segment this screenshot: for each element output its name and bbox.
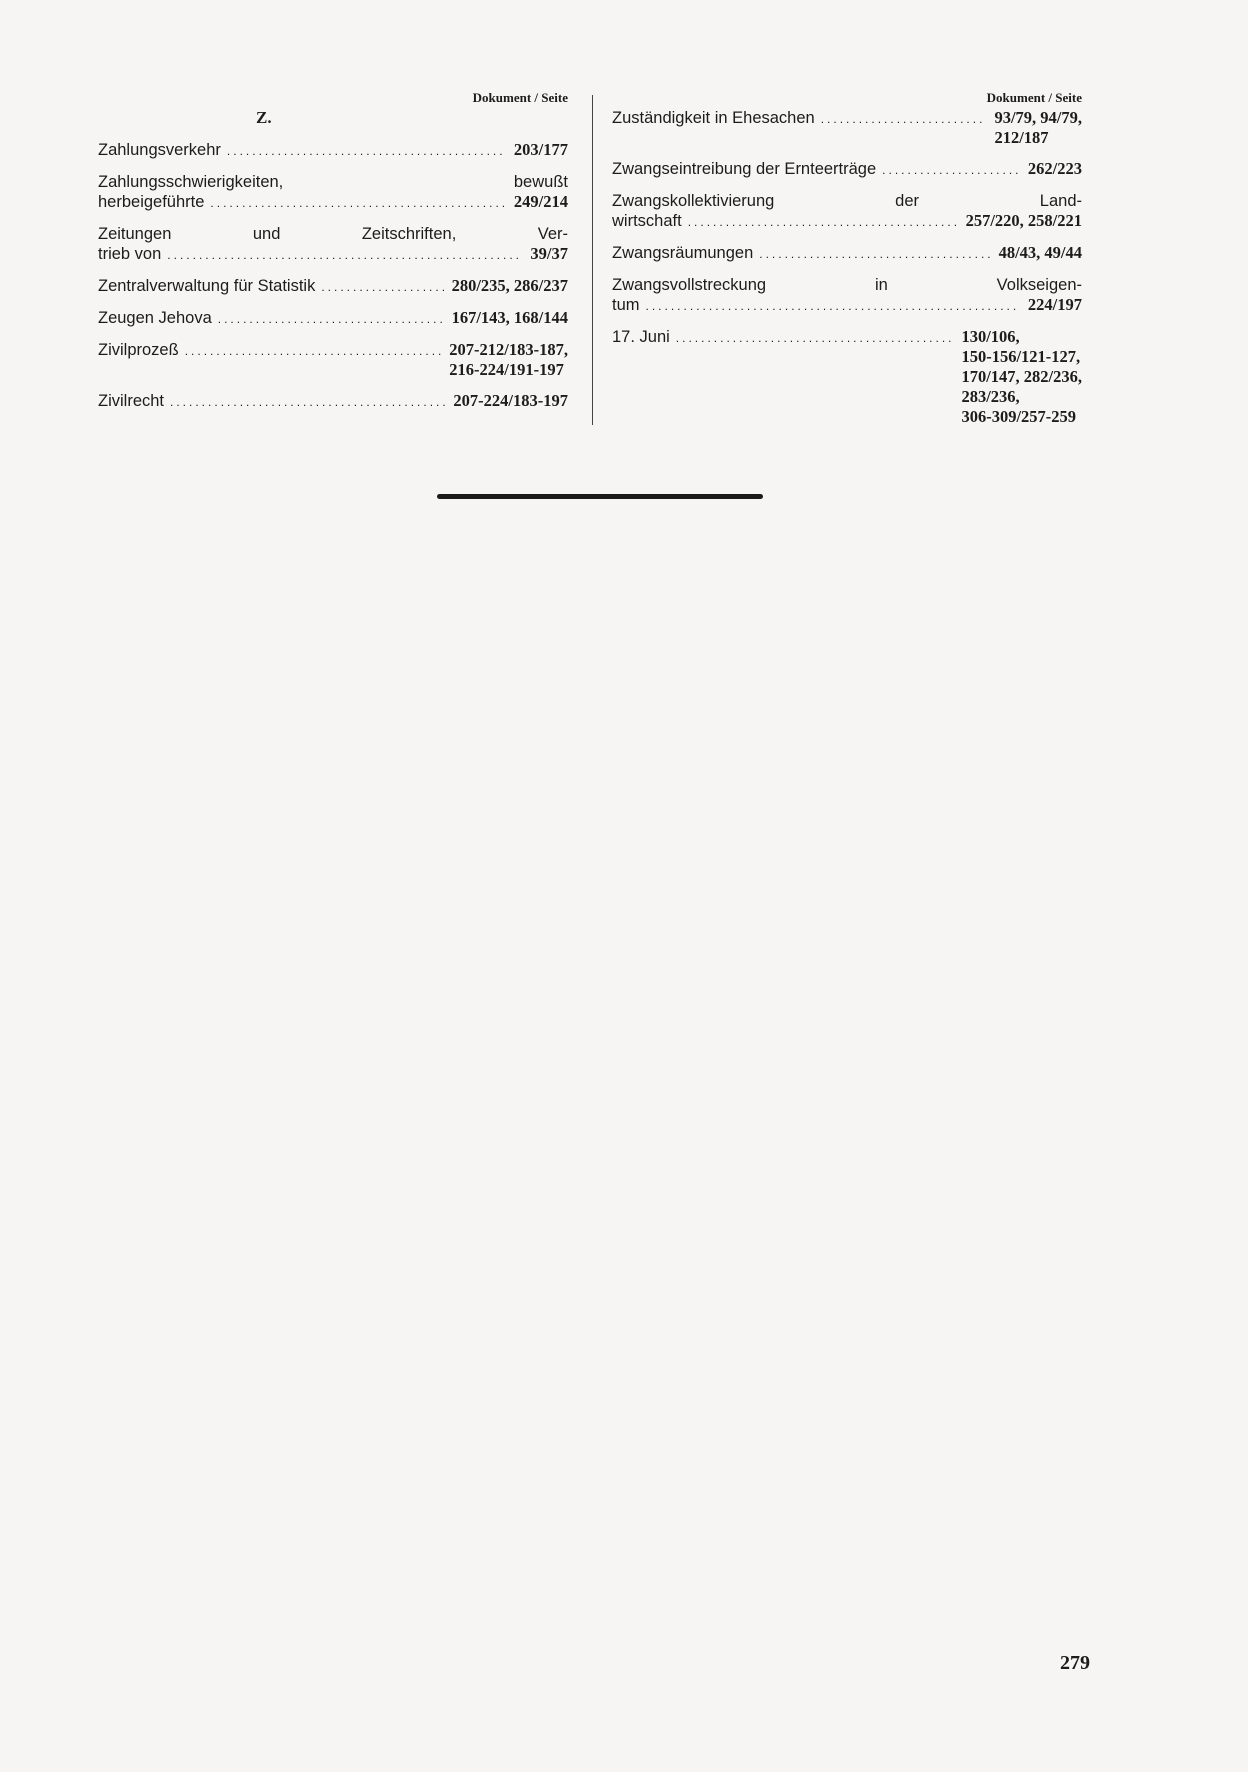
entry-last-line [98,192,568,213]
entry-last-line [612,295,1082,316]
entry-last-line [612,211,1082,232]
entry-last-line [612,243,1082,264]
entry-term-line: Zeitungen und Zeitschriften, Ver- [98,225,568,243]
entry-term: Zentralverwaltung für Statistik [98,277,316,295]
entry-term: 17. Juni [612,328,670,346]
dot-leader [218,309,444,329]
entry-pages [452,276,568,296]
left-entries [98,140,568,412]
entry-last-line [98,140,568,161]
column-header-right: Dokument / Seite [986,90,1082,105]
entry-page-ref: 249/214 [513,192,568,211]
entry-page-ref: 207-212/183-187, [449,340,568,359]
entry-page-ref: 212/187 [994,128,1049,147]
entry-pages [449,340,568,380]
entry-pages [453,391,568,411]
index-entry [612,327,1082,427]
entry-pages [1028,159,1082,179]
dot-leader [688,212,958,232]
index-entry [612,191,1082,232]
entry-term: Zuständigkeit in Ehesachen [612,109,815,127]
entry-term: herbeigeführte [98,193,205,211]
dot-leader [170,392,445,412]
entry-page-ref: 216-224/191-197 [449,360,564,379]
index-entry [98,340,568,380]
index-entry [98,308,568,329]
index-entry [612,159,1082,180]
entry-term: trieb von [98,245,162,263]
entry-last-line [98,308,568,329]
entry-page-ref: 150-156/121-127, [961,347,1081,366]
entry-term: Zivilprozeß [98,341,179,359]
entry-page-ref: 280/235, 286/237 [451,276,568,295]
entry-pages [452,308,568,328]
index-entry [98,140,568,161]
index-entry [612,243,1082,264]
entry-last-line [98,276,568,297]
index-entry [98,224,568,265]
entry-pages [999,243,1082,263]
entry-pages [530,244,568,264]
dot-leader [676,328,954,348]
index-entry [98,391,568,412]
entry-term-line: Zwangsvollstreckung in Volkseigen- [612,276,1082,294]
dot-leader [210,193,505,213]
entry-last-line [98,340,568,380]
entry-page-ref: 170/147, 282/236, [961,367,1082,386]
entry-pages [961,327,1082,427]
entry-page-ref: 224/197 [1027,295,1082,314]
entry-page-ref: 203/177 [513,140,568,159]
entry-term: Zivilrecht [98,392,165,410]
entry-page-ref: 257/220, 258/221 [965,211,1082,230]
entry-term-line: Zahlungsschwierigkeiten, bewußt [98,173,568,191]
dot-leader [227,141,506,161]
dot-leader [759,244,990,264]
entry-pages [994,108,1082,148]
entry-last-line [98,391,568,412]
entry-term-line: Zwangskollektivierung der Land- [612,192,1082,210]
entry-last-line [612,108,1082,148]
column-header-left: Dokument / Seite [472,90,568,105]
entry-page-ref: 262/223 [1027,159,1082,178]
entry-term: Zwangsräumungen [612,244,754,262]
entry-page-ref: 48/43, 49/44 [998,243,1082,262]
dot-leader [882,160,1020,180]
index-entry [612,275,1082,316]
section-end-rule [437,494,763,499]
dot-leader [167,245,522,265]
entry-page-ref: 167/143, 168/144 [451,308,568,327]
entry-pages [1028,295,1082,315]
entry-page-ref: 93/79, 94/79, [994,108,1082,127]
section-letter: Z. [256,108,272,127]
entry-term: wirtschaft [612,212,682,230]
entry-term: Zahlungsverkehr [98,141,221,159]
entry-page-ref: 130/106, [961,327,1020,346]
entry-page-ref: 306-309/257-259 [961,407,1077,426]
entry-pages [966,211,1082,231]
index-entry [98,172,568,213]
entry-pages [514,140,568,160]
dot-leader [821,109,987,129]
entry-term: Zeugen Jehova [98,309,212,327]
right-entries [612,108,1082,427]
entry-last-line [612,159,1082,180]
column-divider [592,95,593,425]
entry-page-ref: 283/236, [961,387,1020,406]
entry-term: Zwangseintreibung der Ernteerträge [612,160,877,178]
dot-leader [646,296,1020,316]
entry-page-ref: 207-224/183-197 [453,391,568,410]
entry-last-line [612,327,1082,427]
right-column [612,90,1082,438]
left-column [98,90,568,423]
index-entry [612,108,1082,148]
dot-leader [321,277,443,297]
page-number: 279 [1060,1652,1090,1674]
entry-last-line [98,244,568,265]
entry-term: tum [612,296,640,314]
entry-pages [514,192,568,212]
dot-leader [185,341,442,361]
index-entry [98,276,568,297]
entry-page-ref: 39/37 [530,244,568,263]
